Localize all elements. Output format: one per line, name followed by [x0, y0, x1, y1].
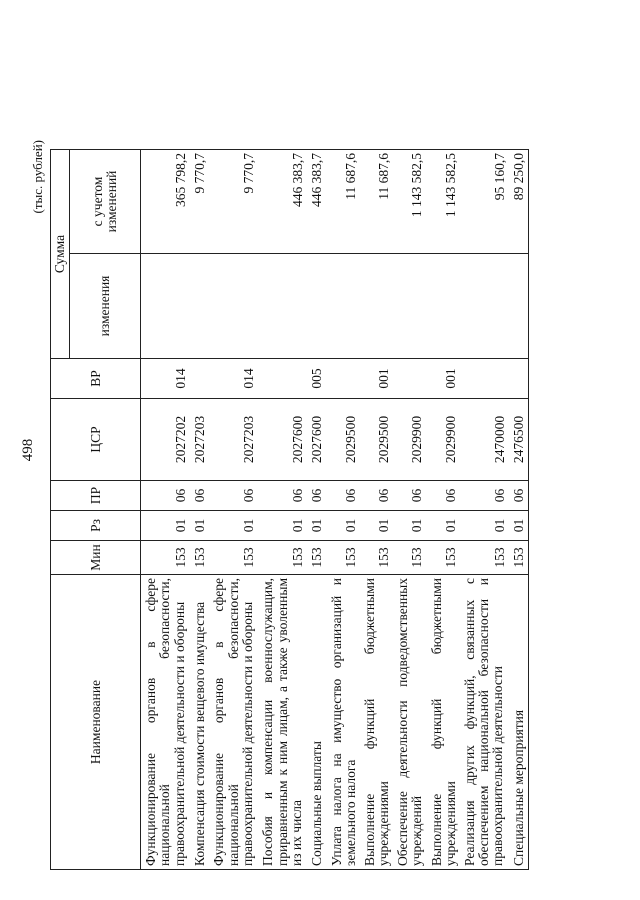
row-name: Выполнение функций бюджетными учреждениями — [360, 575, 393, 870]
row-csr: 2027600 — [258, 399, 307, 481]
row-total: 365 798,2 — [141, 149, 191, 253]
row-rz: 01 — [427, 511, 460, 541]
row-name: Социальные выплаты — [307, 575, 326, 870]
row-vr: 014 — [141, 359, 191, 399]
row-total: 1 143 582,5 — [393, 149, 426, 253]
header-csr: ЦСР — [51, 399, 141, 481]
row-changes — [307, 254, 326, 359]
row-csr: 2029900 — [393, 399, 426, 481]
row-total: 9 770,7 — [209, 149, 258, 253]
row-vr — [393, 359, 426, 399]
row-name: Специальные мероприятия — [509, 575, 529, 870]
row-total: 95 160,7 — [460, 149, 509, 253]
row-vr — [509, 359, 529, 399]
row-min: 153 — [209, 541, 258, 575]
row-pr: 06 — [393, 481, 426, 511]
row-pr: 06 — [190, 481, 209, 511]
row-total: 11 687,6 — [327, 149, 360, 253]
row-pr: 06 — [327, 481, 360, 511]
budget-table — [50, 149, 529, 870]
row-name: Уплата налога на имущество организаций и земельного налога — [327, 575, 360, 870]
header-rz: Рз — [51, 511, 141, 541]
header-changes: изменения — [70, 254, 141, 359]
row-csr: 2027600 — [307, 399, 326, 481]
row-vr: 001 — [360, 359, 393, 399]
row-csr: 2029500 — [327, 399, 360, 481]
row-total: 1 143 582,5 — [427, 149, 460, 253]
row-changes — [141, 254, 191, 359]
table-row — [393, 149, 426, 869]
row-min: 153 — [509, 541, 529, 575]
units-label: (тыс. рублей) — [30, 140, 45, 214]
row-rz: 01 — [209, 511, 258, 541]
row-csr: 2029900 — [427, 399, 460, 481]
row-csr: 2029500 — [360, 399, 393, 481]
row-pr: 06 — [141, 481, 191, 511]
row-name: Пособия и компенсации военнослужащим, приравненным к ним лицам, а также уволенным из их числа — [258, 575, 307, 870]
row-csr: 2027203 — [209, 399, 258, 481]
header-sum: Сумма — [51, 149, 70, 358]
row-changes — [209, 254, 258, 359]
row-vr: 001 — [427, 359, 460, 399]
row-csr: 2476500 — [509, 399, 529, 481]
row-min: 153 — [190, 541, 209, 575]
row-rz: 01 — [509, 511, 529, 541]
row-pr: 06 — [427, 481, 460, 511]
table-row — [141, 149, 191, 869]
row-vr: 005 — [307, 359, 326, 399]
row-min: 153 — [258, 541, 307, 575]
row-rz: 01 — [460, 511, 509, 541]
table-row — [327, 149, 360, 869]
row-total: 89 250,0 — [509, 149, 529, 253]
header-pr: ПР — [51, 481, 141, 511]
row-csr: 2470000 — [460, 399, 509, 481]
row-min: 153 — [141, 541, 191, 575]
row-rz: 01 — [360, 511, 393, 541]
row-pr: 06 — [360, 481, 393, 511]
row-pr: 06 — [509, 481, 529, 511]
row-min: 153 — [307, 541, 326, 575]
table-row — [460, 149, 509, 869]
row-vr — [190, 359, 209, 399]
row-rz: 01 — [190, 511, 209, 541]
header-name: Наименование — [51, 575, 141, 870]
row-vr: 014 — [209, 359, 258, 399]
row-vr — [460, 359, 509, 399]
table-row — [360, 149, 393, 869]
row-pr: 06 — [460, 481, 509, 511]
row-changes — [460, 254, 509, 359]
row-total: 446 383,7 — [307, 149, 326, 253]
row-min: 153 — [327, 541, 360, 575]
row-name: Функционирование органов в сфере национальной безопасности, правоохранительной деятельности и обороны — [209, 575, 258, 870]
table-row — [258, 149, 307, 869]
row-changes — [509, 254, 529, 359]
row-pr: 06 — [209, 481, 258, 511]
table-row — [427, 149, 460, 869]
row-name: Обеспечение деятельности подведомственных учреждений — [393, 575, 426, 870]
row-vr — [327, 359, 360, 399]
row-changes — [427, 254, 460, 359]
row-rz: 01 — [307, 511, 326, 541]
row-vr — [258, 359, 307, 399]
page-number: 498 — [20, 438, 36, 462]
table-row — [509, 149, 529, 869]
row-rz: 01 — [327, 511, 360, 541]
header-vr: ВР — [51, 359, 141, 399]
row-changes — [327, 254, 360, 359]
row-pr: 06 — [307, 481, 326, 511]
row-csr: 2027203 — [190, 399, 209, 481]
row-min: 153 — [427, 541, 460, 575]
row-changes — [360, 254, 393, 359]
row-min: 153 — [360, 541, 393, 575]
row-name: Выполнение функций бюджетными учреждениями — [427, 575, 460, 870]
row-name: Компенсация стоимости вещевого имущества — [190, 575, 209, 870]
row-rz: 01 — [393, 511, 426, 541]
header-row — [51, 149, 70, 869]
row-csr: 2027202 — [141, 399, 191, 481]
table-row — [307, 149, 326, 869]
row-pr: 06 — [258, 481, 307, 511]
row-changes — [190, 254, 209, 359]
row-rz: 01 — [141, 511, 191, 541]
row-total: 11 687,6 — [360, 149, 393, 253]
row-total: 9 770,7 — [190, 149, 209, 253]
row-rz: 01 — [258, 511, 307, 541]
row-total: 446 383,7 — [258, 149, 307, 253]
header-with-changes: с учетом изменений — [70, 149, 141, 253]
row-min: 153 — [393, 541, 426, 575]
row-name: Функционирование органов в сфере национальной безопасности, правоохранительной деятельности и обороны — [141, 575, 191, 870]
row-name: Реализация других функций, связанных с обеспечением национальной безопасности и правоохранительной деятельности — [460, 575, 509, 870]
table-row — [209, 149, 258, 869]
row-min: 153 — [460, 541, 509, 575]
row-changes — [393, 254, 426, 359]
table-row — [190, 149, 209, 869]
header-min: Мин — [51, 541, 141, 575]
row-changes — [258, 254, 307, 359]
